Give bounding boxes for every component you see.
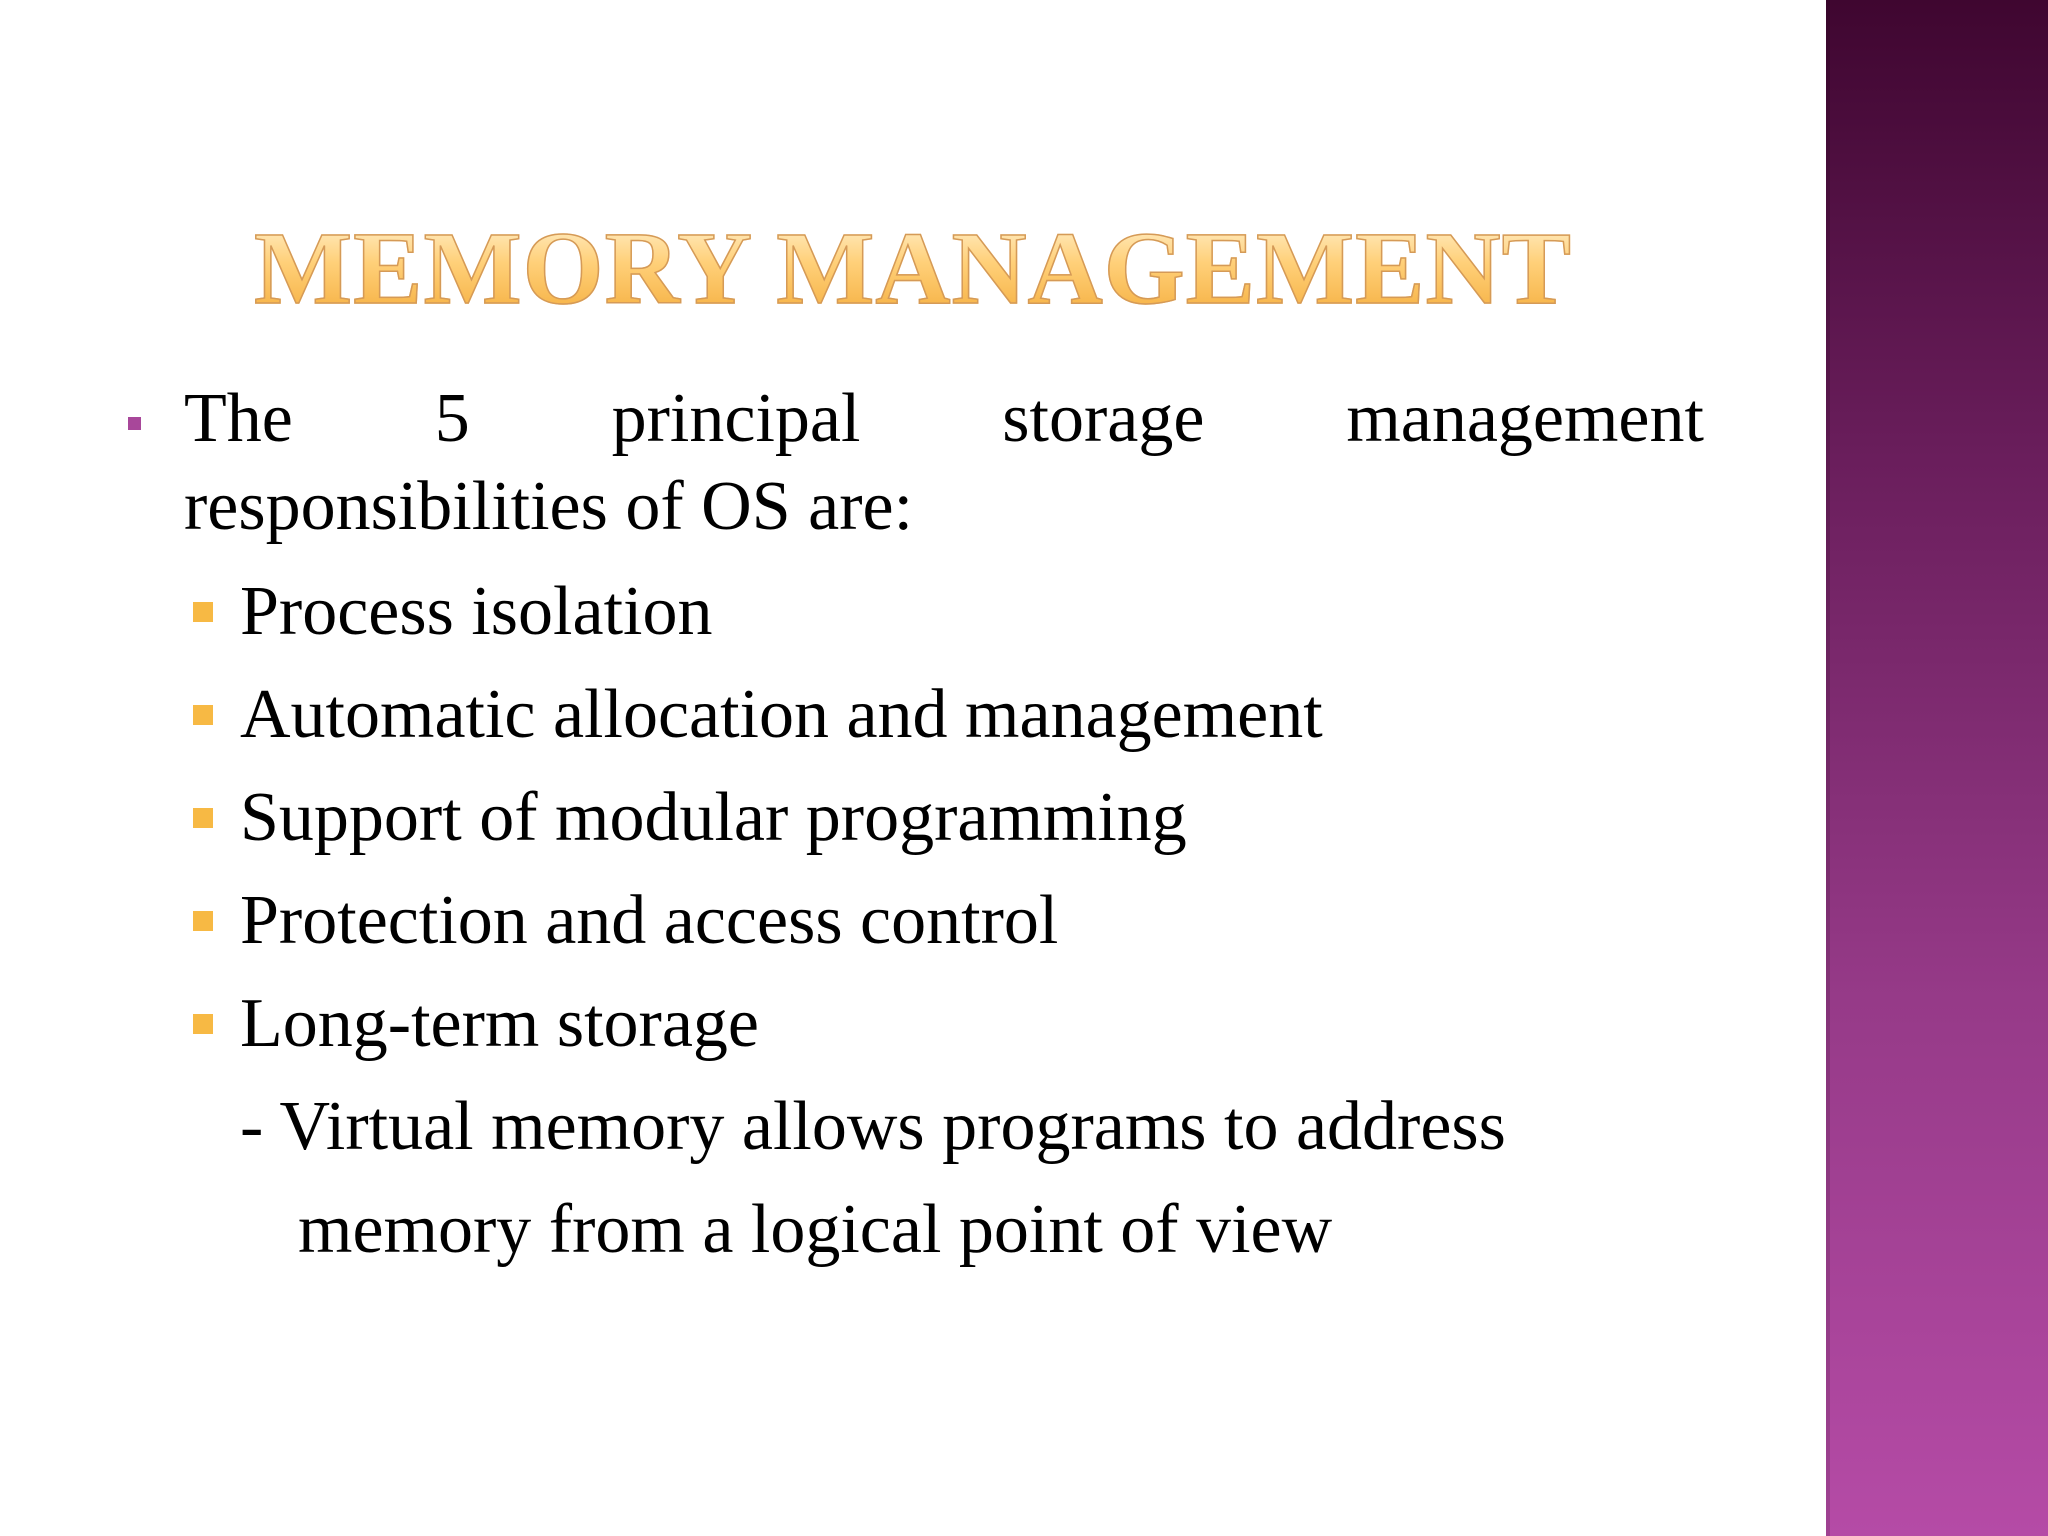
square-bullet-icon xyxy=(193,808,213,828)
intro-word: management xyxy=(1346,380,1704,457)
square-bullet-icon xyxy=(128,417,141,430)
note-line-1: - Virtual memory allows programs to address xyxy=(240,1088,1506,1165)
list-item-process-isolation: Process isolation xyxy=(240,573,713,650)
list-item-modular-programming: Support of modular programming xyxy=(240,779,1187,856)
slide-title-text: MEMORY MANAGEMENT xyxy=(253,210,1572,326)
note-line-2: memory from a logical point of view xyxy=(298,1191,1333,1268)
slide-title xyxy=(0,208,1826,328)
square-bullet-icon xyxy=(193,911,213,931)
decorative-sidebar xyxy=(1826,0,2048,1536)
intro-word: storage xyxy=(1002,380,1205,457)
square-bullet-icon xyxy=(193,1014,213,1034)
intro-word: 5 xyxy=(434,380,470,457)
intro-line-1 xyxy=(184,377,1704,461)
intro-line-2: responsibilities of OS are: xyxy=(184,468,914,545)
list-item-protection-access: Protection and access control xyxy=(240,882,1059,959)
intro-word: principal xyxy=(611,380,861,457)
square-bullet-icon xyxy=(193,602,213,622)
list-item-long-term-storage: Long-term storage xyxy=(240,985,759,1062)
intro-word: The xyxy=(184,380,293,457)
sidebar-edge xyxy=(1826,0,1830,1536)
square-bullet-icon xyxy=(193,705,213,725)
list-item-automatic-allocation: Automatic allocation and management xyxy=(240,676,1323,753)
